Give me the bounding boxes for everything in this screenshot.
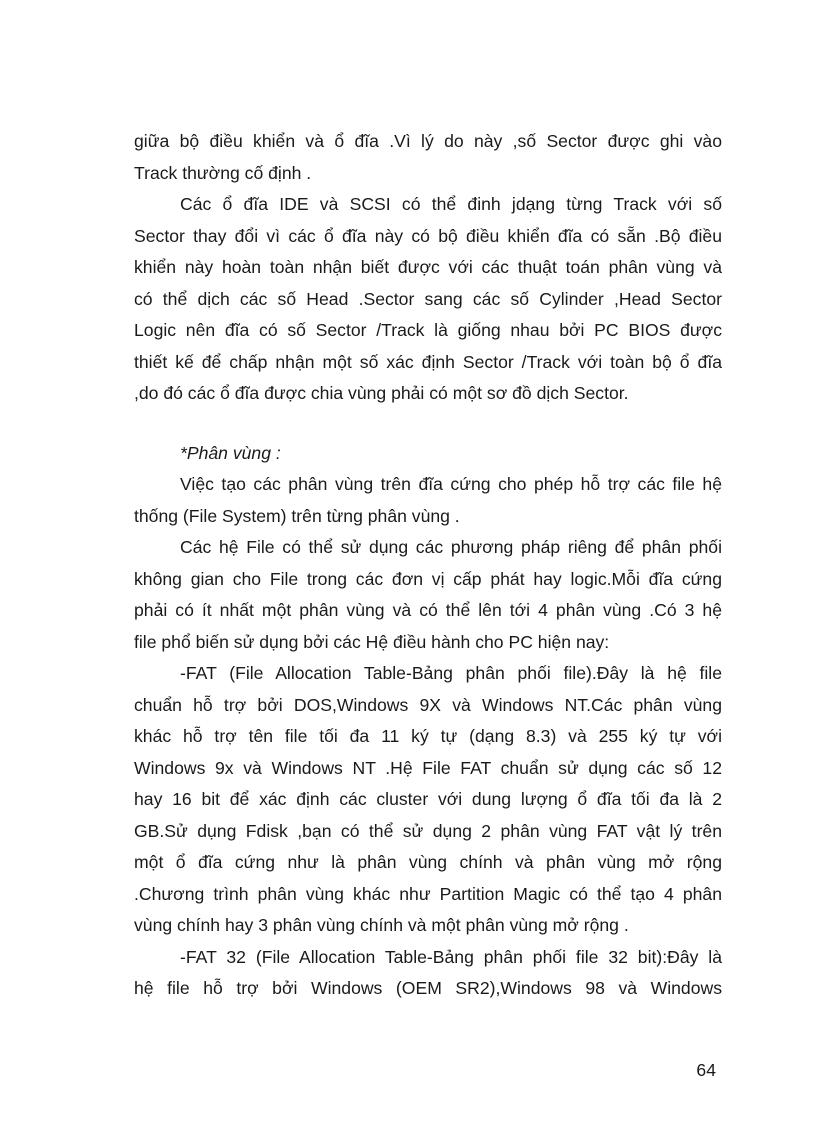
page-body	[134, 126, 722, 1005]
text-line: khác hỗ trợ tên file tối đa 11 ký tự (dạng 8.3) và 255 ký tự với	[134, 726, 722, 746]
text-line: hệ file hỗ trợ bởi Windows (OEM SR2),Windows 98 và Windows	[134, 978, 722, 998]
paragraph-partition-intro	[134, 469, 722, 532]
text-line: Các ổ đĩa IDE và SCSI có thể đinh jdạng từng Track với số	[180, 194, 722, 214]
paragraph-file-systems	[134, 532, 722, 658]
section-heading: *Phân vùng :	[180, 442, 281, 463]
page-number: 64	[696, 1060, 716, 1080]
text-line: phải có ít nhất một phân vùng và có thể lên tới 4 phân vùng .Có 3 hệ	[134, 600, 722, 620]
text-line: Windows 9x và Windows NT .Hệ File FAT chuẩn sử dụng các số 12	[134, 757, 722, 778]
text-line: Việc tạo các phân vùng trên đĩa cứng cho phép hỗ trợ các file hệ	[180, 474, 722, 494]
paragraph-fat	[134, 658, 722, 942]
text-line: -FAT (File Allocation Table-Bảng phân phối file).Đây là hệ file	[180, 663, 722, 683]
text-line: có thể dịch các số Head .Sector sang các số Cylinder ,Head Sector	[134, 288, 722, 309]
text-line: -FAT 32 (File Allocation Table-Bảng phân phối file 32 bit):Đây là	[180, 946, 722, 967]
paragraph-gap	[134, 410, 722, 438]
text-line: thiết kế để chấp nhận một số xác định Sector /Track với toàn bộ ổ đĩa	[134, 351, 722, 372]
text-line: chuẩn hỗ trợ bởi DOS,Windows 9X và Windows NT.Các phân vùng	[134, 694, 722, 715]
text-line: hay 16 bit để xác định các cluster với dung lượng ổ đĩa tối đa là 2	[134, 789, 722, 809]
text-line: ,do đó các ổ đĩa được chia vùng phải có một sơ đồ dịch Sector.	[134, 383, 629, 403]
text-line: giữa bộ điều khiển và ổ đĩa .Vì lý do này ,số Sector được ghi vào	[134, 131, 722, 151]
text-line: khiển này hoàn toàn nhận biết được với các thuật toán phân vùng và	[134, 257, 722, 277]
text-line: vùng chính hay 3 phân vùng chính và một phân vùng mở rộng .	[134, 915, 629, 935]
text-line: Các hệ File có thể sử dụng các phương pháp riêng để phân phối	[180, 537, 722, 557]
text-line: file phổ biến sử dụng bởi các Hệ điều hành cho PC hiện nay:	[134, 631, 610, 652]
paragraph-ide-scsi	[134, 189, 722, 410]
text-line: không gian cho File trong các đơn vị cấp phát hay logic.Mỗi đĩa cứng	[134, 568, 722, 589]
text-line: .Chương trình phân vùng khác như Partition Magic có thể tạo 4 phân	[134, 883, 722, 904]
text-line: Sector thay đổi vì các ổ đĩa này có bộ điều khiển đĩa có sẵn .Bộ điều	[134, 225, 722, 246]
paragraph-fat32	[134, 942, 722, 1005]
text-line: một ổ đĩa cứng như là phân vùng chính và phân vùng mở rộng	[134, 852, 722, 872]
text-line: Track thường cố định .	[134, 162, 312, 183]
text-line: Logic nên đĩa có số Sector /Track là giống nhau bởi PC BIOS được	[134, 320, 722, 340]
paragraph-sector-fixed	[134, 126, 722, 189]
text-line: GB.Sử dụng Fdisk ,bạn có thể sử dụng 2 phân vùng FAT vật lý trên	[134, 820, 722, 841]
section-heading-partition	[134, 438, 722, 470]
text-line: thống (File System) trên từng phân vùng .	[134, 505, 460, 526]
